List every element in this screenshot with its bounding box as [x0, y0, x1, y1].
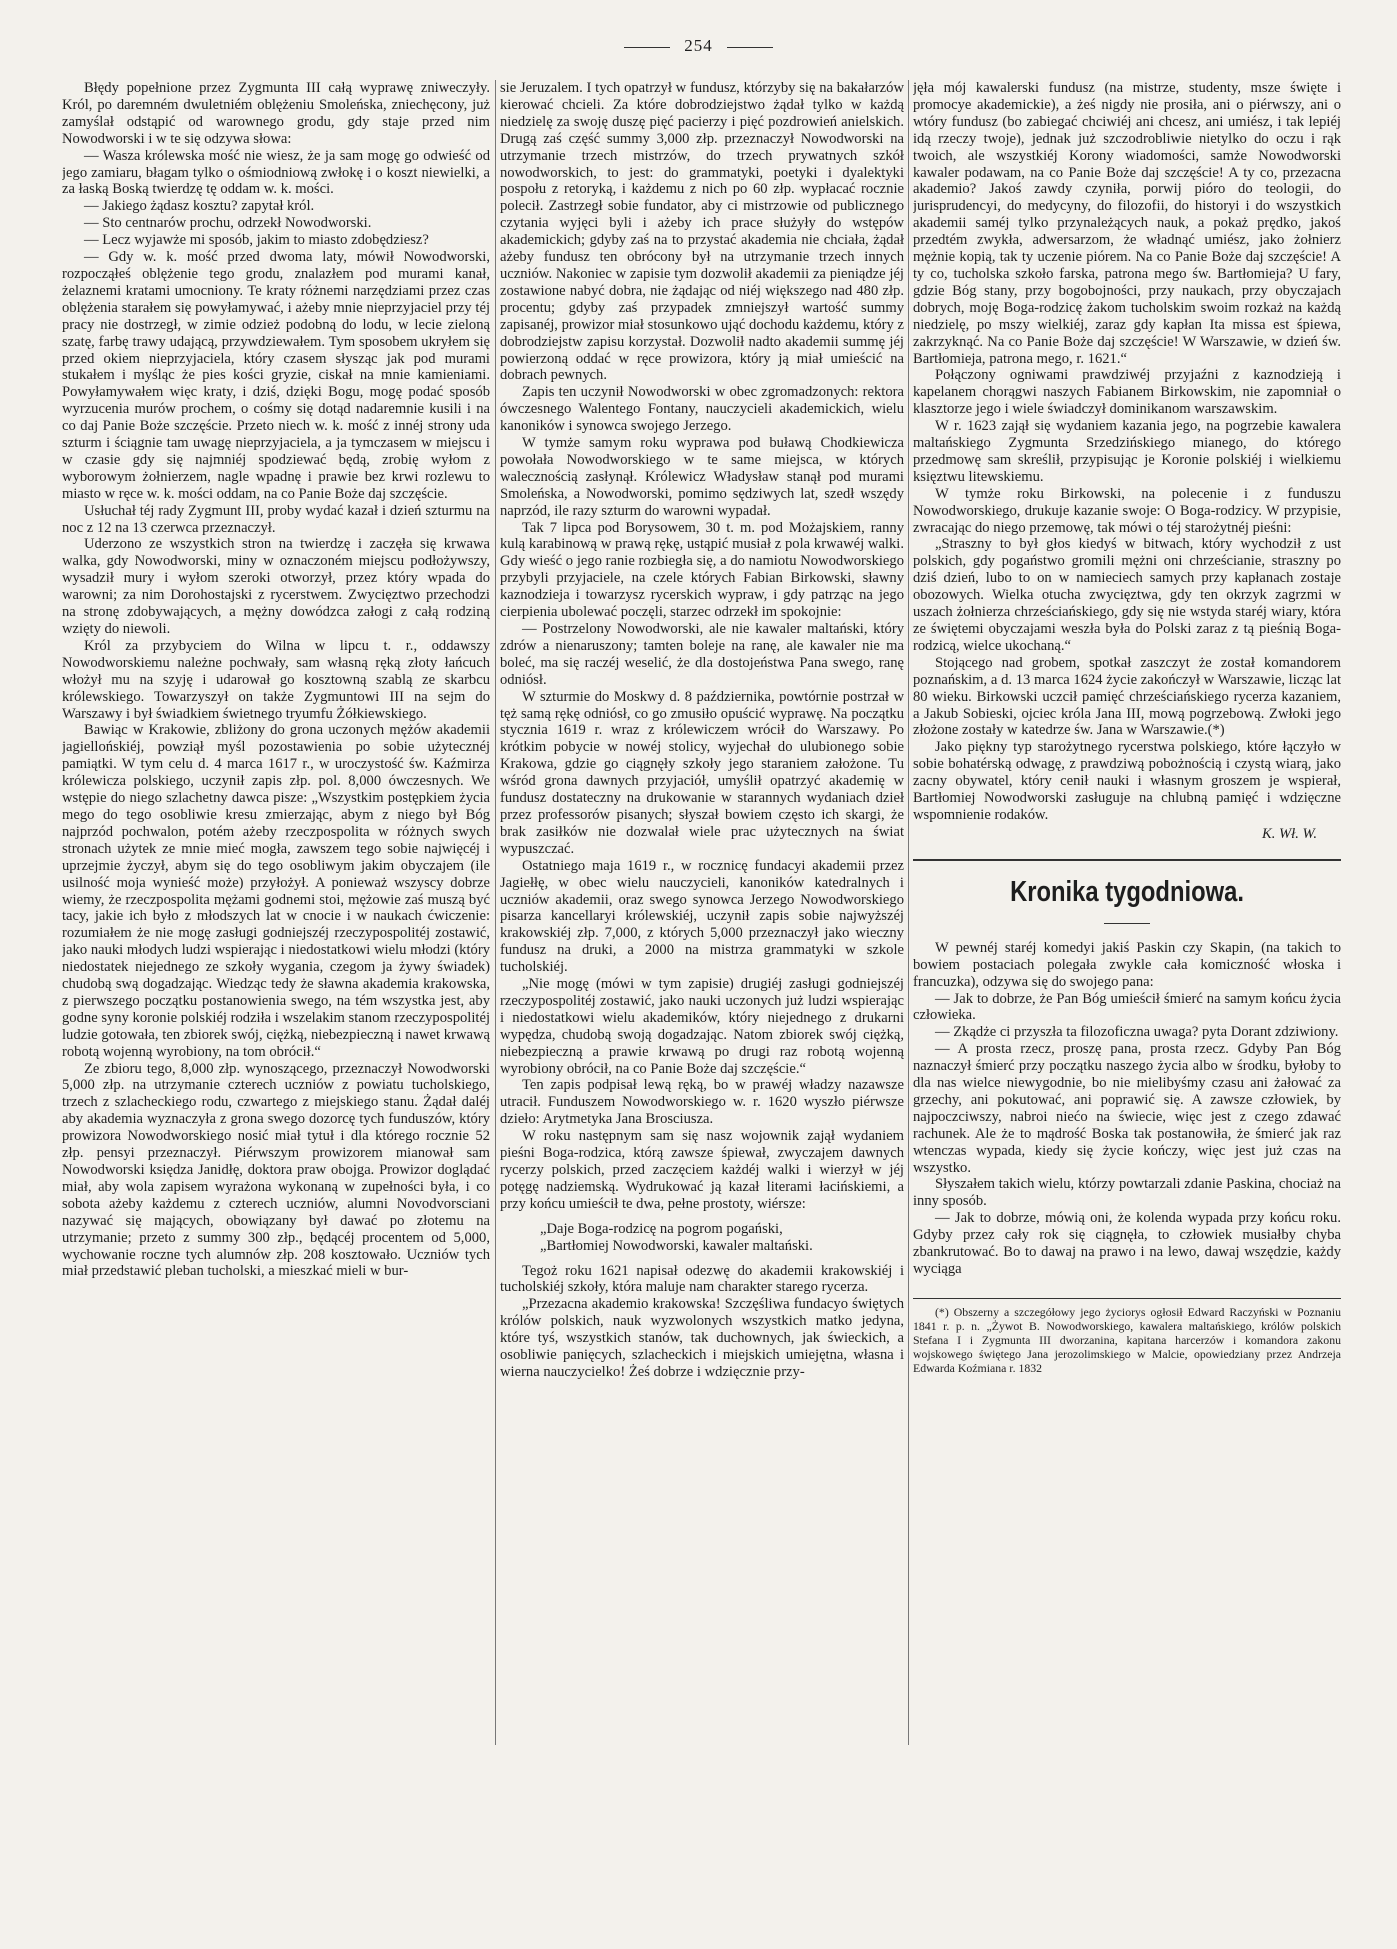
paragraph: W tymże samym roku wyprawa pod buławą Chodkiewicza powołała Nowodworskiego w te same miejsca, w których walecznością zasłynął. Królewicz Władysław stanął pod murami Smoleńska, a Nowodworski, pomimo sędziwych lat, szedł wszędy naprzód, ile razy szturm do warowni wypadał.: [500, 435, 904, 519]
paragraph: „Przezacna akademio krakowska! Szczęśliwa fundacyo świętych królów polskich, nauk wyzwolonych wszystkich matko jedyna, które tyś, wszystkich stanów, tak duchownych, jak świeckich, a osobliwie panięcych, szlacheckich i miejskich umiejętna, własna i wierna nauczycielko! Żeś dobrze i wdzięcznie przy-: [500, 1296, 904, 1380]
section-divider: [913, 859, 1341, 861]
paragraph: Ze zbioru tego, 8,000 złp. wynoszącego, przeznaczył Nowodworski 5,000 złp. na utrzymanie czterech uczniów z powiatu tucholskiego, trzech z szlacheckiego rodu, czwartego z miejskiego stanu. Żądał daléj aby akademia wyznaczyła z grona swego dozorcę tych funduszów, który prowizora Nowodworskiego nosić miał tytuł i dla którego rocznie 52 złp. pensyi przeznaczył. Piérwszym prowizorem mianował sam Nowodworski księdza Janidłę, doktora praw obojga. Prowizor doglądać miał, aby wola zapisem wyrażona wykonaną w zupełności była, i co sobota ażeby każdemu z czterech uczniów, alumni Novodvorsciani nazywać się mających, obowiązany był dawać po złotemu na utrzymanie; przeto z summy 300 złp., będącéj procentem od 5,000, wychowanie roczne tych alumnów złp. 208 kosztowało. Uczniów tych miał przedstawić pleban tucholski, a mieszkać mieli w bur-: [62, 1060, 490, 1280]
paragraph: — Wasza królewska mość nie wiesz, że ja sam mogę go odwieść od jego zamiaru, błagam tylko o ośmiodniową zwłokę i o koszt niewielki, a za łaską Boską twierdzę tę oddam w. k. mości.: [62, 147, 490, 198]
paragraph: Jako piękny typ starożytnego rycerstwa polskiego, które łączyło w sobie bohatérską odwagę, z prawdziwą pobożnością i czystą wiarą, jako zacny obywatel, który cenił nauki i własnym groszem je wspierał, Bartłomiej Nowodworski zasługuje na chlubną pamięć i wdzięczne wspomnienie rodaków.: [913, 739, 1341, 823]
paragraph: W szturmie do Moskwy d. 8 października, powtórnie postrzał w tęż samą rękę odniósł, co go zmusiło opuścić wyprawę. Na początku stycznia 1619 r. wraz z królewiczem wrócił do Warszawy. Po krótkim pobycie w nowéj stolicy, wyjechał do ulubionego sobie Krakowa, gdzie go ciągnęły szkoły jego staraniem założone. Tu wśród grona dawnych przyjaciół, umyślił opatrzyć akademię w fundusz dostateczny na drukowanie w starannych wydaniach dzieł przez professorów pisanych; słyszał bowiem często ich skargi, że brak zasiłków nie dozwalał wiele prac użytecznych na świat wypuszczać.: [500, 688, 904, 857]
paragraph: — Lecz wyjawże mi sposób, jakim to miasto zdobędziesz?: [84, 232, 429, 249]
paragraph: Połączony ogniwami prawdziwéj przyjaźni z kaznodzieją i kapelanem chorągwi naszych Fabianem Birkowskim, nie zapomniał o klasztorze jego i wiele świadczył dominikanom warszawskim.: [913, 367, 1341, 418]
paragraph: — Sto centnarów prochu, odrzekł Nowodworski.: [84, 215, 372, 232]
paragraph: Uderzono ze wszystkich stron na twierdzę i zaczęła się krwawa walka, gdy Nowodworski, miny w oznaczoném miejscu podłożywszy, wysadził mury i wyłom szeroki otworzył, przez który wpada do warowni; za nim Dorohostajski z rycerstwem. Zwycięztwo przechodzi na stronę zdobywających, a mężny dowódzca załogi z całą rodziną wzięty do niewoli.: [62, 536, 490, 637]
column-2: [500, 80, 904, 1750]
paragraph: — Zkądże ci przyszła ta filozoficzna uwaga? pyta Dorant zdziwiony.: [935, 1024, 1339, 1041]
paragraph: Błędy popełnione przez Zygmunta III całą wyprawę zniweczyły. Król, po daremném dwuletniém oblężeniu Smoleńska, zniechęcony, już zamyślał odstąpić od warownego grodu, gdy staje przed nim Nowodworski i w te się odzywa słowa:: [62, 80, 490, 147]
paragraph: Ten zapis podpisał lewą ręką, bo w prawéj władzy nazawsze utracił. Funduszem Nowodworskiego w. r. 1620 wyszło piérwsze dzieło: Arytmetyka Jana Brosciusza.: [500, 1077, 904, 1128]
verse: [540, 1221, 904, 1255]
page-number: 254: [0, 36, 1397, 56]
paragraph: — Postrzelony Nowodworski, ale nie kawaler maltański, który zdrów a nienaruszony; tamten boleje na ranę, ale kawaler nie ma boleć, ma się raczéj weselić, że dla dostojeństwa Pana swego, ranę odniósł.: [500, 621, 904, 688]
paragraph: sie Jeruzalem. I tych opatrzył w fundusz, którzyby się na bakałarzów kierować chcieli. Za które dobrodziejstwo żądał tylko w każdą niedzielę za swoję duszę pięć pacierzy i pięć pozdrowień anielskich. Drugą zaś część summy 3,000 złp. przeznaczył Nowodworski na utrzymanie trzech mistrzów, do trzech prywatnych szkół nowodworskich, to jest: do grammatyki, poetyki i dyalektyki pospołu z retoryką, i każdemu z nich po 60 złp. wypłacać rocznie polecił. Zastrzegł sobie fundator, aby ci mistrzowie od publicznego czytania wyjęci byli i ażeby ich prace służyły do wstępów akademickich; gdyby zaś na to przystać akademia nie chciała, żądał ażeby fundusz ten obrócony był na utrzymanie trzech innych uczniów. Nakoniec w zapisie tym dozwolił akademii za pieniądze jéj zostawione nabyć dobra, nie żądając od niéj większego nad 480 złp. procentu; gdyby zaś przypadek zmniejszył wartość summy zapisanéj, prowizor miał stosunkowo ująć dochodu każdemu, który z dobrodziejstw zapisu korzystał. Dozwolił nadto akademii summę jéj powierzoną oddać w ręce prowizora, który ją miał umieścić na dobrach pewnych.: [500, 80, 904, 384]
paragraph: Ostatniego maja 1619 r., w rocznicę fundacyi akademii przez Jagiełłę, w obec wielu nauczycieli, kanoników katedralnych i uczniów akademii, oraz swego synowca Jerzego Nowodworskiego pisarza kancellaryi królewskiéj, uczynił zapis sobie najwyższéj krakowskiéj złp. 7,000, z których 5,000 przeznaczył jako wieczny fundusz na druki, a 2000 na mistrza grammatyki w szkole tucholskiéj.: [500, 857, 904, 976]
author-signature: K. Wł. W.: [1261, 825, 1317, 842]
paragraph: Tegoż roku 1621 napisał odezwę do akademii krakowskiéj i tucholskiéj szkoły, która maluje nam charakter starego rycerza.: [500, 1262, 904, 1296]
paragraph: Stojącego nad grobem, spotkał zaszczyt że został komandorem poznańskim, a d. 13 marca 1624 życie zakończył w Warszawie, licząc lat 80 wieku. Birkowski uczcił pamięć chrześciańskiego rycerza kazaniem, a Jakub Sobieski, ojciec króla Jana III, mową pogrzebową. Zwłoki jego złożone zostały w katedrze św. Jana w Warszawie.(*): [913, 654, 1341, 739]
paragraph: W r. 1623 zajął się wydaniem kazania jego, na pogrzebie kawalera maltańskiego Zygmunta Srzedzińskiego mianego, do którego przedmowę sam skreślił, przypisując je Koronie polskiéj i wielkiemu księztwu litewskiemu.: [913, 418, 1341, 485]
column-3: [913, 80, 1341, 1870]
paragraph: jęła mój kawalerski fundusz (na mistrze, studenty, msze święte i promocye akademickie), a żeś nigdy nie prosiła, ani o piérwszy, ani o wtóry fundusz (bo zabiegać chciwiéj ani chcesz, ani umiész, i tak lepiéj idą rzeczy twoje), jednak już szczodrobliwie nietylko do oczu i rąk twoich, ale wszystkiéj Korony wiadomości, samże Nowodworski kawaler podawam, na co Panie Boże daj szczęście! A ty co, przezacna akademio? Jakoś zawdy czyniła, porwij pióro do teologii, do jurisprudencyi, do medycyny, do filozofii, do historyi i do wszystkich akademii saméj tylko przynależących nauk, a pokaż prędko, jakoś przedtém zwykła, adwersarzom, że władnąć umiész, jako żołnierz mężnie kopią, tak ty uczenie piórem. Na co Panie Boże daj szczęście! A ty co, tucholska szkoło farska, patrona mego św. Bartłomieja? U fary, gdzie Bóg stany, przy bogobojności, przy naukach, przy obyczajach dobrych, moję Boga-rodzicę żakom tucholskim swoim rozkaż na każdą niedzielę, po mszy wielkiéj, zaraz gdy kapłan Ita missa est śpiewa, zakrzyknąć. Na co Panie Boże daj szczęście! W Warszawie, w dzień św. Bartłomieja, patrona mego, r. 1621.“: [913, 80, 1341, 367]
footnote-rule: [913, 1298, 1341, 1299]
section-heading: Kronika tygodniowa.: [1010, 875, 1244, 908]
column-divider: [495, 80, 496, 1745]
column-divider: [908, 80, 909, 1745]
heading-rule: [1104, 923, 1150, 924]
paragraph: Zapis ten uczynił Nowodworski w obec zgromadzonych: rektora ówczesnego Walentego Fontany, nauczycieli akademickich, wielu kanoników i synowca swojego Jerzego.: [500, 384, 904, 435]
paragraph: Tak 7 lipca pod Borysowem, 30 t. m. pod Możajskiem, ranny kulą karabinową w prawą rękę, ustąpić musiał z pola krwawéj walki. Gdy wieść o jego ranie rozbiegła się, a do namiotu Nowodworskiego przybyli przyjaciele, na czele których Fabian Birkowski, sławny kaznodzieja i towarzysz rycerskich wypraw, i gdy patrząc na jego cierpienia ubolewać poczęli, starzec odrzekł im spokojnie:: [500, 519, 904, 621]
verse-line: „Daje Boga-rodzicę na pogrom pogański,: [540, 1220, 783, 1237]
paragraph: Bawiąc w Krakowie, zbliżony do grona uczonych mężów akademii jagiellońskiéj, powziął myśl pozostawienia po sobie użytecznéj pamiątki. W tym celu d. 4 marca 1617 r., w uroczystość św. Kaźmirza królewicza polskiego, uczynił zapis złp. pol. 8,000 ówczesnych. We wstępie do niego szlachetny dawca pisze: „Wszystkim postępkiem życia mego do tego osobliwie kresu zmierzając, abym z niego był Bóg najprzód pochwalon, potém ażeby rzeczpospolita w różnych swych stronach użytek ze mnie mieć mogła, zawszem tego sobie najwięcéj i uprzejmie życzył, abym się do tego osobliwym jakim obyczajem (ile usilność moja wynieść może) przyłożył. A ponieważ wszyscy dobrze wiemy, że rzeczpospolita mężami godnemi stoi, mężowie zaś muszą być tacy, jakie ich było z młodszych lat w cnocie i w naukach ćwiczenie: rozumiałem że nie mogę zasługi godniejszéj rzeczypospolitéj zostawić, jako nauki młodych ludzi wspierając i niedostatkowi wielu młodzi (który niedostatek niejednego ze szkoły wygania, czegom ja żywy świadek) chudobą swą dogadzając. Wiedząc tedy że sławna akademia krakowska, z pierwszego początku postanowienia swego, na tém wszystka jest, aby godne syny koronie polskiéj rodziła i wszelakim stanom rzeczypospolitéj ludzie gotowała, ten zbiorek swój, ciężką, niebezpieczną i nawet krwawą robotą wojenną wyrobiony, na tom obrócił.“: [62, 722, 490, 1060]
footnote: (*) Obszerny a szczegółowy jego życiorys ogłosił Edward Raczyński w Poznaniu 1841 r. p. n. „Żywot B. Nowodworskiego, kawalera maltańskiego, królów polskich Stefana I i Zygmunta III dworzanina, kapitana harcerzów i komandora zakonu wojskowego świętego Jana jerozolimskiego w Malcie, opowiedziany przez Andrzeja Edwarda Koźmiana r. 1832: [913, 1304, 1341, 1375]
paragraph: W pewnéj staréj komedyi jakiś Paskin czy Skapin, (na takich to bowiem postaciach polegała zwykle cała komiczność włoska i francuzka), odzywa się do swojego pana:: [913, 939, 1341, 990]
column-1: [62, 80, 490, 1750]
paragraph: W tymże roku Birkowski, na polecenie i z funduszu Nowodworskiego, drukuje kazanie swoje: O Boga-rodzicy. W przypisie, zwracając do niego przemowę, tak mówi o téj starożytnéj pieśni:: [913, 485, 1341, 536]
paragraph: „Nie mogę (mówi w tym zapisie) drugiéj zasługi godniejszéj rzeczypospolitéj zostawić, jako nauki uczonych już ludzi wspierając i niedostatkowi wielu akademików, który niejednego z drukarni wypędza, chudobą swoją dogadzając. Natom zbiorek swój ciężką, niebezpieczną a prawie krwawą po drugi raz robotą wojenną wyrobiony obrócił, na co Panie Boże daj szczęście.“: [500, 976, 904, 1077]
verse-line: „Bartłomiej Nowodworski, kawaler maltański.: [540, 1237, 813, 1254]
paragraph: — Gdy w. k. mość przed dwoma laty, mówił Nowodworski, rozpocząłeś oblężenie tego grodu, znalazłem pod murami kanał, żelaznemi kratami umocniony. Te kraty różnemi narzędziami przez czas oblężenia starałem się powyłamywać, i ażeby mnie nieprzyjaciel przy téj pracy nie dostrzegł, w zimie odzież podobną do lodu, w lecie zieloną szatę, farbę trawy udającą, przywdziewałem. Tym sposobem ukryłem się przed okiem nieprzyjaciela, który czasem słysząc jak pod murami stukałem i myśląc że pies kości gryzie, ciskał na mnie kamieniami. Powyłamywałem więc kraty, i dziś, dzięki Bogu, mogę podać sposób wyrzucenia murów prochem, o cośmy się dotąd nadaremnie kusili i na co daj Panie Boże szczęście. Przeto niech w. k. mość z innéj strony uda szturm i ściągnie tam uwagę nieprzyjaciela, a ja tymczasem w miejscu i w czasie gdy się najmniéj spodziewać będą, zrobię wyłom z wyborowym żołnierzem, nagle wpadnę i prawie bez krwi rozlewu to miasto w ręce w. k. mości oddam, na co Panie Boże daj szczęście.: [62, 249, 490, 502]
paragraph: Król za przybyciem do Wilna w lipcu t. r., oddawszy Nowodworskiemu należne pochwały, sam własną ręką złoty łańcuch włożył mu na szyję i udarował go kosztowną szablą ze skarbcu królewskiego. Towarzyszył on także Zygmuntowi III na sejm do Warszawy i był świadkiem świetnego tryumfu Żółkiewskiego.: [62, 637, 490, 722]
paragraph: — Jak to dobrze, mówią oni, że kolenda wypada przy końcu roku. Gdyby przez cały rok się ciągnęła, to człowiek musiałby chyba zbankrutować. Bo to dawaj na prawo i na lewo, dawaj wszędzie, każdy wyciąga: [913, 1210, 1341, 1277]
paragraph: — A prosta rzecz, proszę pana, prosta rzecz. Gdyby Pan Bóg naznaczył śmierć przy początku naszego życia albo w środku, byłoby to dla nas wielce niewygodnie, bo nie mielibyśmy czasu ani żałować za grzechy, ani pokutować, ani poprawić się. A zawsze człowiek, by najpoczciwszy, nabroi niećo na świecie, więc jest z czego zdawać rachunek. Ale że to mądrość Boska tak postanowiła, że śmierć jak raz wtenczas wypada, kiedy się życie kończy, więc jest już czas na wszystko.: [913, 1041, 1341, 1176]
paragraph: Usłuchał téj rady Zygmunt III, proby wydać kazał i dzień szturmu na noc z 12 na 13 czerwca przeznaczył.: [62, 502, 490, 536]
paragraph: W roku następnym sam się nasz wojownik zajął wydaniem pieśni Boga-rodzica, którą zawsze śpiewał, zwyczajem dawnych rycerzy polskich, przed zaczęciem każdéj walki i wierzył w jéj potęgę nadziemską. Wydrukować ją kazał literami łacińskiemi, a przy końcu umieścił te dwa, pełne prostoty, wiérsze:: [500, 1128, 904, 1212]
paragraph: — Jakiego żądasz kosztu? zapytał król.: [84, 198, 315, 215]
paragraph: — Jak to dobrze, że Pan Bóg umieścił śmierć na samym końcu życia człowieka.: [913, 990, 1341, 1024]
paragraph: Słyszałem takich wielu, którzy powtarzali zdanie Paskina, chociaż na inny sposób.: [913, 1176, 1341, 1210]
paragraph: „Straszny to był głos kiedyś w bitwach, który wychodził z ust polskich, gdy pogaństwo gromili mężni oni chrześcianie, straszny po dziś dzień, lubo to on w namieciech samych przy kapłanach zostaje obozowych. Wielka otucha zwycięztwa, gdy ten okrzyk zagrzmi w uszach żołnierza chrześciańskiego, gdy się nie wstyda staréj wiary, która ze świętemi obyczajami weszła była do Polski zaraz z tą pieśnią Boga-rodzicą, wielce ukochaną.“: [913, 536, 1341, 654]
